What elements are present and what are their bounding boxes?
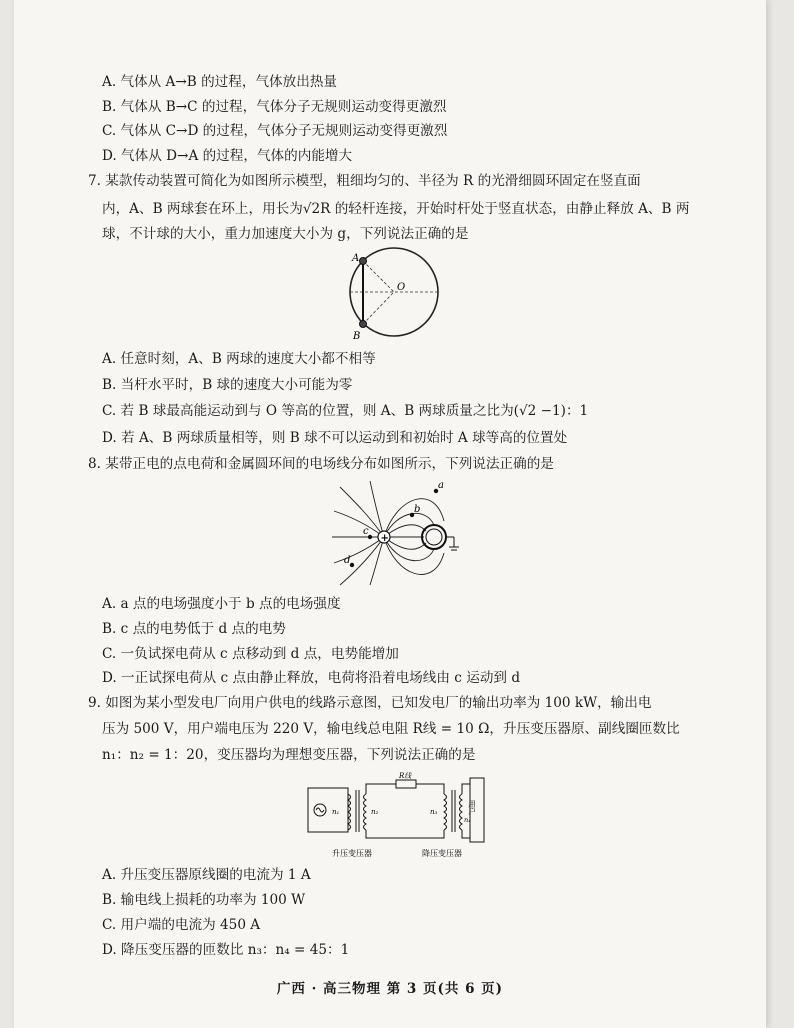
q7-option-a: A. 任意时刻，A、B 两球的速度大小都不相等 <box>102 351 376 367</box>
q8-label-b: b <box>414 504 421 515</box>
q9-circuit-figure <box>304 770 486 862</box>
q7-label-b: B <box>353 331 361 342</box>
q9-option-b: B. 输电线上损耗的功率为 100 W <box>102 892 306 908</box>
q9-label-user: 用户 <box>467 800 477 815</box>
q8-field-figure <box>330 477 460 587</box>
exam-page <box>14 0 766 1028</box>
q9-stem-line-3: n₁：n₂ = 1：20，变压器均为理想变压器，下列说法正确的是 <box>102 747 476 763</box>
q8-charge-sign: + <box>380 533 389 544</box>
q7-stem-line-2: 内，A、B 两球套在环上，用长为√2R 的轻杆连接，开始时杆处于竖直状态，由静止释放 A、B 两 <box>102 201 690 217</box>
q8-label-d: d <box>344 555 351 566</box>
q9-stem-line-1: 9. 如图为某小型发电厂向用户供电的线路示意图，已知发电厂的输出功率为 100 kW，输出电 <box>88 695 652 711</box>
q9-label-n1: n₁ <box>332 808 340 816</box>
q9-label-n4: n₄ <box>464 816 471 824</box>
q8-option-d: D. 一正试探电荷从 c 点由静止释放，电荷将沿着电场线由 c 运动到 d <box>102 670 521 686</box>
q7-stem-line-1: 7. 某款传动装置可简化为如图所示模型，粗细均匀的、半径为 R 的光滑细圆环固定在竖直面 <box>88 173 641 189</box>
q6-option-b: B. 气体从 B→C 的过程，气体分子无规则运动变得更激烈 <box>102 99 447 115</box>
q6-option-a: A. 气体从 A→B 的过程，气体放出热量 <box>102 74 338 90</box>
q7-label-o: O <box>397 282 406 293</box>
q8-label-a: a <box>438 480 444 491</box>
page-footer: 广西 · 高三物理 第 3 页(共 6 页) <box>276 981 504 997</box>
q9-label-step-down: 降压变压器 <box>422 849 462 858</box>
q8-option-a: A. a 点的电场强度小于 b 点的电场强度 <box>102 596 341 612</box>
q6-option-c: C. 气体从 C→D 的过程，气体分子无规则运动变得更激烈 <box>102 123 448 139</box>
q9-option-a: A. 升压变压器原线圈的电流为 1 A <box>102 867 311 883</box>
q6-option-d: D. 气体从 D→A 的过程，气体的内能增大 <box>102 148 353 164</box>
q7-ring-figure <box>334 246 446 342</box>
q9-option-d: D. 降压变压器的匝数比 n₃：n₄ = 45：1 <box>102 942 350 958</box>
q9-label-r: R线 <box>399 772 412 780</box>
q7-option-b: B. 当杆水平时，B 球的速度大小可能为零 <box>102 377 353 393</box>
q9-label-n3: n₃ <box>430 808 438 816</box>
q7-label-a: A <box>352 253 360 264</box>
q8-stem-line-1: 8. 某带正电的点电荷和金属圆环间的电场线分布如图所示，下列说法正确的是 <box>88 456 554 472</box>
q9-label-step-up: 升压变压器 <box>332 849 372 858</box>
q7-option-c: C. 若 B 球最高能运动到与 O 等高的位置，则 A、B 两球质量之比为(√2 −1)：1 <box>102 403 589 419</box>
q9-option-c: C. 用户端的电流为 450 A <box>102 917 261 933</box>
q9-label-n2: n₂ <box>371 808 379 816</box>
q8-label-c: c <box>363 526 369 537</box>
q8-option-c: C. 一负试探电荷从 c 点移动到 d 点，电势能增加 <box>102 646 399 662</box>
q7-stem-line-3: 球，不计球的大小，重力加速度大小为 g，下列说法正确的是 <box>102 226 469 242</box>
q9-stem-line-2: 压为 500 V，用户端电压为 220 V，输电线总电阻 R线 = 10 Ω，升压变压器原、副线圈匝数比 <box>102 721 680 737</box>
q7-option-d: D. 若 A、B 两球质量相等，则 B 球不可以运动到和初始时 A 球等高的位置处 <box>102 430 568 446</box>
q8-option-b: B. c 点的电势低于 d 点的电势 <box>102 621 286 637</box>
